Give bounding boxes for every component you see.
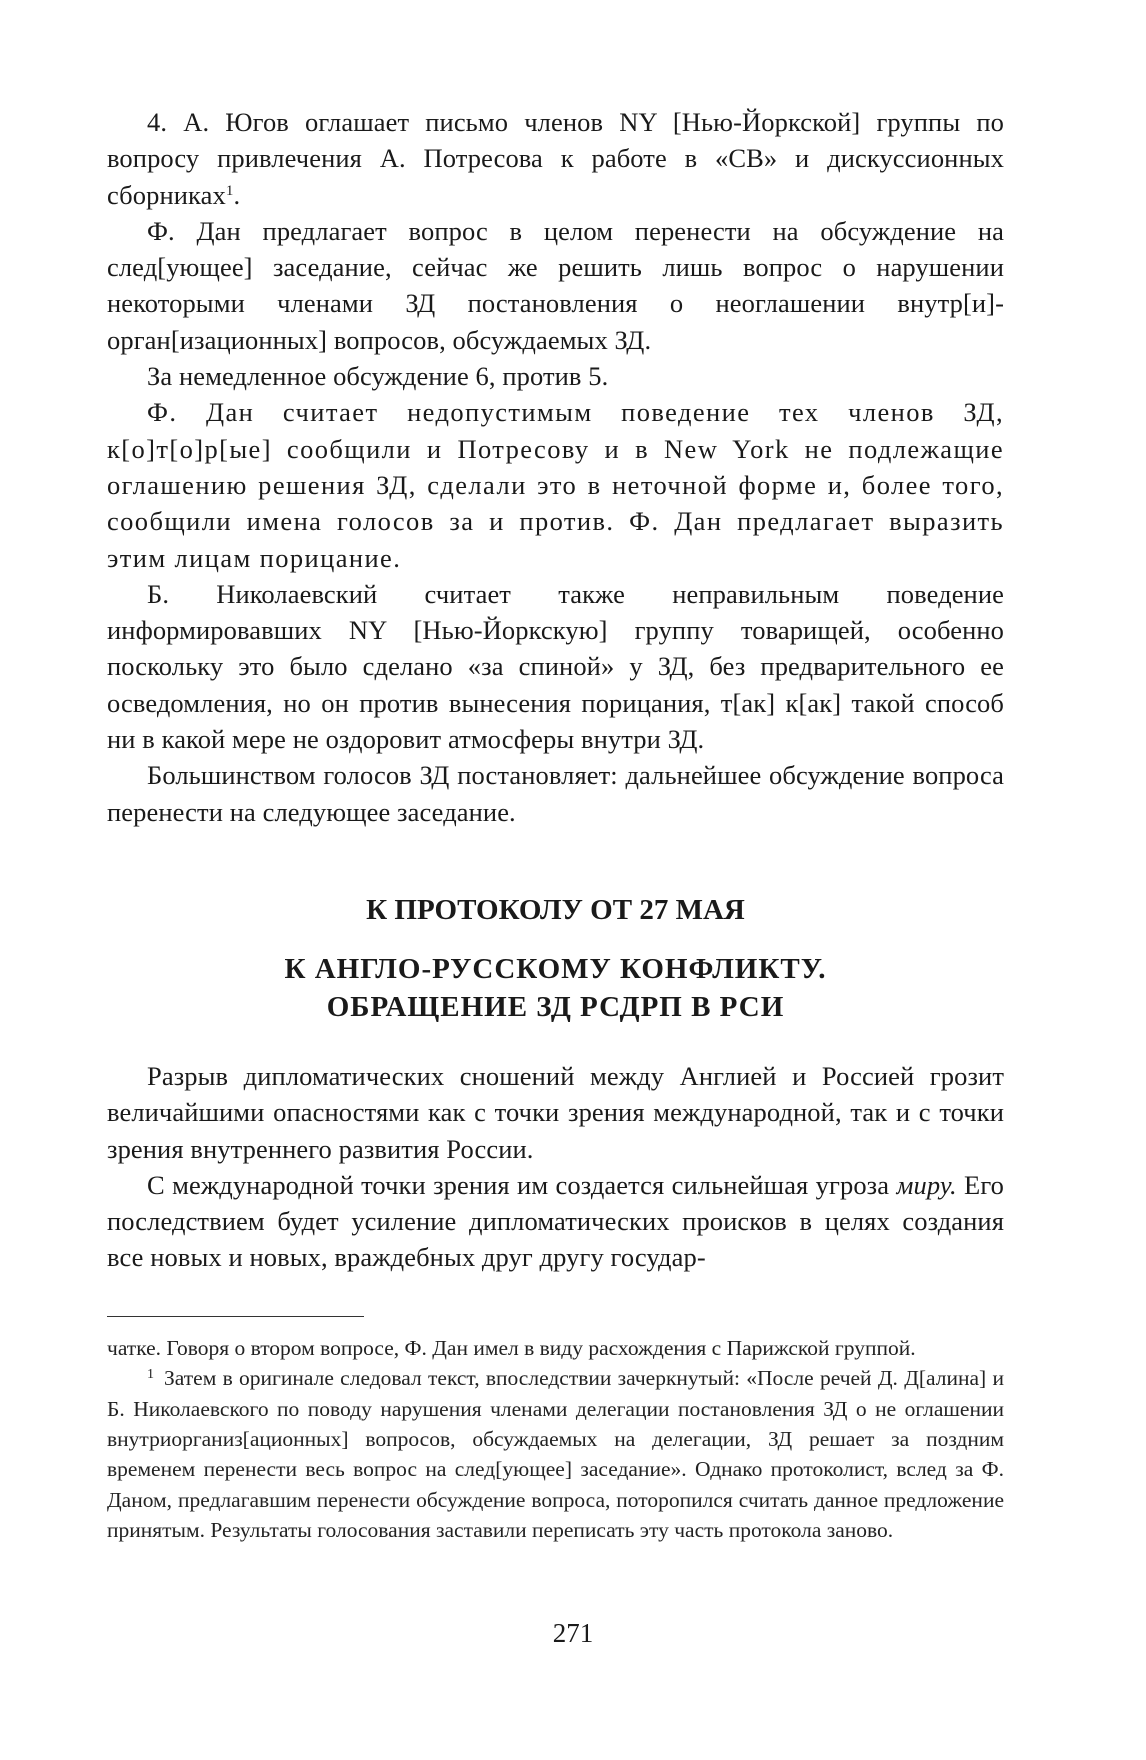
paragraph: Разрыв дипломатических сношений между Англией и Россией грозит величайшими опасностями как с точки зрения международной, так и с точки зрения внутреннего развития России. (107, 1060, 1004, 1164)
paragraph: Ф. Дан предлагает вопрос в целом перенести на обсуждение на след[ующее] заседание, сейчас же решить лишь вопрос о нарушении некоторыми членами ЗД постановления о неоглашении внутр[и]-орган[изационных] вопросов, обсуждаемых ЗД. (107, 215, 1004, 355)
subheading-line: К АНГЛО-РУССКОМУ КОНФЛИКТУ. (284, 952, 827, 985)
paragraph-end: . (233, 179, 241, 210)
subheading-line: ОБРАЩЕНИЕ ЗД РСДРП В РСИ (326, 990, 785, 1023)
section-heading: К ПРОТОКОЛУ ОТ 27 МАЯ (366, 893, 745, 926)
page-content (107, 104, 1004, 1546)
footnote-ref: 1 (225, 182, 234, 199)
page-number: 271 (552, 1618, 594, 1648)
emphasis: миру. (896, 1169, 957, 1200)
footnote-text: Затем в оригинале следовал текст, впоследствии зачеркнутый: «После речей Д. Д[алина] и Б. Николаевского по поводу нарушения членами делегации постановления ЗД о не оглашении внутриорганиз[ационных] вопросов, обсуждаемых на делегации, ЗД решает за поздним временем перенести весь вопрос на след[ующее] заседание». Однако протоколист, вслед за Ф. Даном, предлагавшим перенести обсуждение вопроса, поторопился считать данное предложение принятым. Результаты голосования заставили переписать эту часть протокола заново. (107, 1366, 1004, 1543)
footnote-marker: 1 (147, 1367, 154, 1383)
paragraph (107, 104, 1004, 213)
paragraph-text: С международной точки зрения им создается сильнейшая угроза (147, 1169, 897, 1200)
paragraph (107, 1167, 1004, 1276)
footnote-continuation: чатке. Говоря о втором вопросе, Ф. Дан имел в виду расхождения с Парижской группой. (107, 1335, 916, 1360)
paragraph-text: Его последствием будет усиление дипломатических происков в целях создания все новых и новых, враждебных друг другу государ- (107, 1169, 1005, 1273)
paragraph: Большинством голосов ЗД постановляет: дальнейшее обсуждение вопроса перенести на следующее заседание. (107, 760, 1004, 827)
paragraph: Ф. Дан считает недопустимым поведение тех членов ЗД, к[о]т[о]р[ые] сообщили и Потресову и в New York не подлежащие оглашению решения ЗД, сделали это в неточной форме и, более того, сообщили имена голосов за и против. Ф. Дан предлагает выразить этим лицам порицание. (107, 397, 1004, 573)
paragraph: Б. Николаевский считает также неправильным поведение информировавших NY [Нью-Йоркскую] группу товарищей, особенно поскольку это было сделано «за спиной» у ЗД, без предварительного ее осведомления, но он против вынесения порицания, т[ак] к[ак] такой способ ни в какой мере не оздоровит атмосферы внутри ЗД. (107, 578, 1004, 755)
paragraph-text: 4. А. Югов оглашает письмо членов NY [Нью-Йоркской] группы по вопросу привлечения А. Потресова к работе в «СВ» и дискуссионных сборниках (107, 107, 1004, 210)
section-subheading (107, 950, 1004, 1026)
paragraph: За немедленное обсуждение 6, против 5. (147, 361, 609, 392)
footnote (107, 1363, 1004, 1545)
